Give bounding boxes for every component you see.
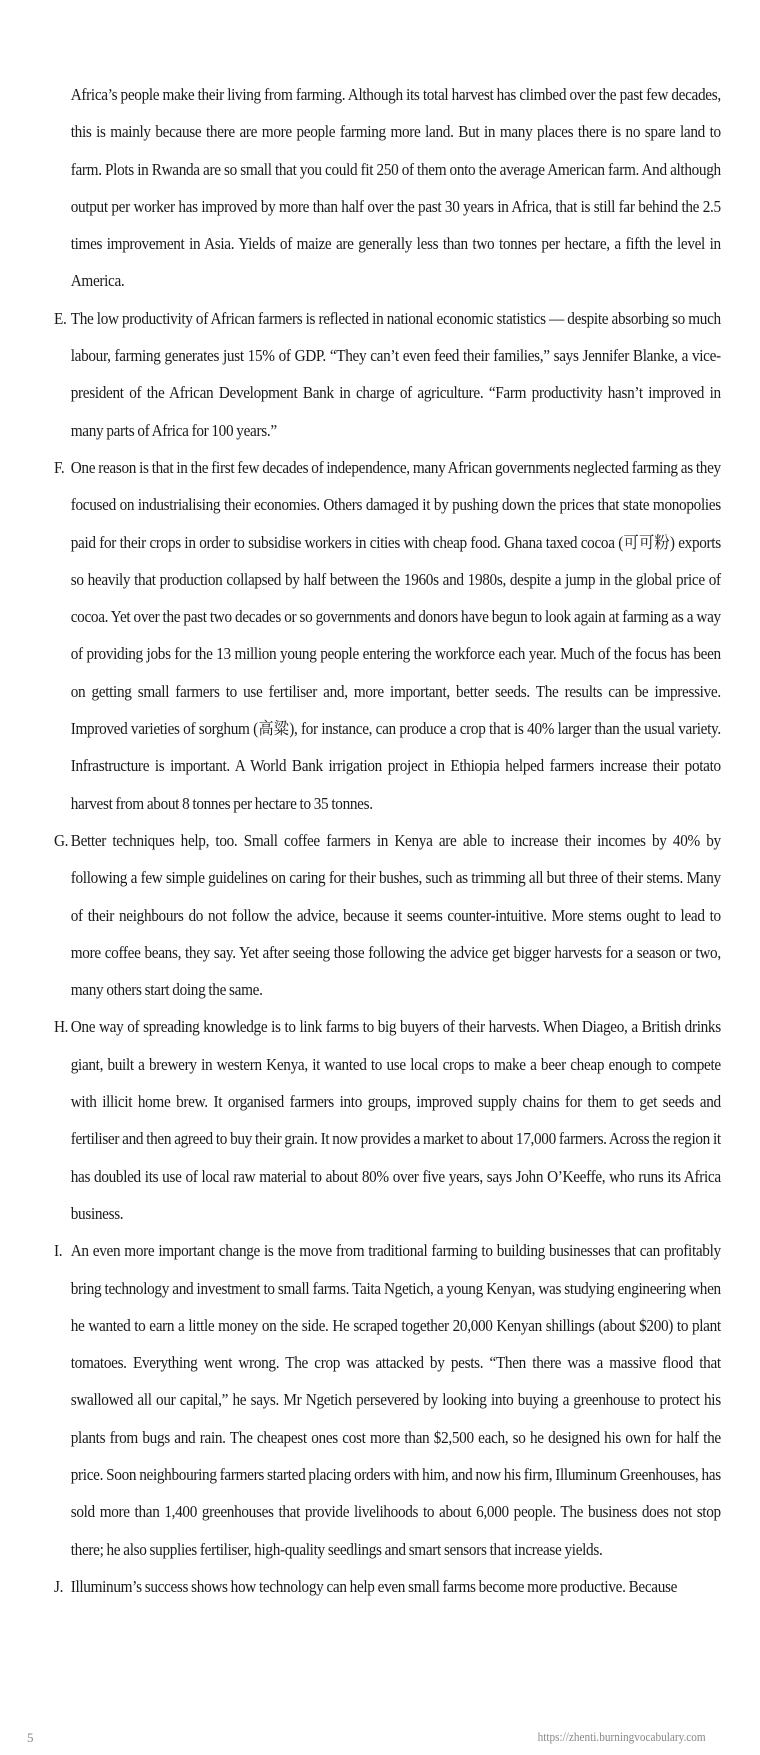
paragraph-f bbox=[54, 449, 721, 822]
paragraph-text: An even more important change is the move from traditional farming to building businesses that can profitably bring technology and investment to small farms. Taita Ngetich, a young Kenyan, was studying engineering when he wanted to earn a little money on the side. He scraped together 20,000 Kenyan shillings (about $200) to plant tomatoes. Everything went wrong. The crop was attacked by pests. “Then there was a massive flood that swallowed all our capital,” he says. Mr Ngetich persevered by looking into buying a greenhouse to protect his plants from bugs and rain. The cheapest ones cost more than $2,500 each, so he designed his own for half the price. Soon neighbouring farmers started placing orders with him, and now his firm, Illuminum Greenhouses, has sold more than 1,400 greenhouses that provide livelihoods to about 6,000 people. The business does not stop there; he also supplies fertiliser, high-quality seedlings and smart sensors that increase yields. bbox=[70, 1241, 721, 1559]
paragraph-text: Better techniques help, too. Small coffee farmers in Kenya are able to increase their incomes by 40% by following a few simple guidelines on caring for their bushes, such as trimming all but three of their stems. Many of their neighbours do not follow the advice, because it seems counter-intuitive. More stems ought to lead to more coffee beans, they say. Yet after seeing those following the advice get bigger harvests for a season or two, many others start doing the same. bbox=[70, 830, 721, 1000]
article-body bbox=[54, 76, 721, 1605]
paragraph-text: Illuminum’s success shows how technology can help even small farms become more productive. Because bbox=[70, 1576, 678, 1596]
paragraph-marker: F. bbox=[54, 457, 65, 477]
paragraph-text: Africa’s people make their living from farming. Although its total harvest has climbed over the past few decades, this is mainly because there are more people farming more land. But in many places there is no spare land to farm. Plots in Rwanda are so small that you could fit 250 of them onto the average American farm. And although output per worker has improved by more than half over the past 30 years in Africa, that is still far behind the 2.5 times improvement in Asia. Yields of maize are generally less than two tonnes per hectare, a fifth the level in America. bbox=[70, 85, 721, 291]
paragraph-g bbox=[54, 822, 721, 1008]
paragraph-h bbox=[54, 1008, 721, 1232]
paragraph-text: The low productivity of African farmers is reflected in national economic statistics — despite absorbing so much labour, farming generates just 15% of GDP. “They can’t even feed their families,” says Jennifer Blanke, a vice-president of the African Development Bank in charge of agriculture. “Farm productivity hasn’t improved in many parts of Africa for 100 years.” bbox=[70, 308, 721, 440]
footer-url-link[interactable]: https://zhenti.burningvocabulary.com bbox=[538, 1730, 706, 1744]
paragraph-e bbox=[54, 300, 721, 449]
page-number: 5 bbox=[27, 1730, 34, 1745]
paragraph-marker: E. bbox=[54, 308, 67, 328]
paragraph-marker: J. bbox=[54, 1576, 64, 1596]
paragraph-marker: G. bbox=[54, 830, 69, 850]
paragraph-marker: H. bbox=[54, 1017, 69, 1037]
paragraph-text: One reason is that in the first few decades of independence, many African governments neglected farming as they focused on industrialising their economies. Others damaged it by pushing down the prices that state monopolies paid for their crops in order to subsidise workers in cities with cheap food. Ghana taxed cocoa (可可粉) exports so heavily that production collapsed by half between the 1960s and 1980s, despite a jump in the global price of cocoa. Yet over the past two decades or so governments and donors have begun to look again at farming as a way of providing jobs for the 13 million young people entering the workforce each year. Much of the focus has been on getting small farmers to use fertiliser and, more important, better seeds. The results can be impressive. Improved varieties of sorghum (高粱), for instance, can produce a crop that is 40% larger than the usual variety. Infrastructure is important. A World Bank irrigation project in Ethiopia helped farmers increase their potato harvest from about 8 tonnes per hectare to 35 tonnes. bbox=[70, 457, 721, 813]
paragraph-text: One way of spreading knowledge is to link farms to big buyers of their harvests. When Diageo, a British drinks giant, built a brewery in western Kenya, it wanted to use local crops to make a beer cheap enough to compete with illicit home brew. It organised farmers into groups, improved supply chains for them to get seeds and fertiliser and then agreed to buy their grain. It now provides a market to about 17,000 farmers. Across the region it has doubled its use of local raw material to about 80% over five years, says John O’Keeffe, who runs its Africa business. bbox=[70, 1017, 721, 1223]
paragraph-marker: I. bbox=[54, 1241, 63, 1261]
paragraph-continued bbox=[54, 76, 721, 300]
paragraph-i bbox=[54, 1232, 721, 1568]
paragraph-j bbox=[54, 1568, 721, 1605]
